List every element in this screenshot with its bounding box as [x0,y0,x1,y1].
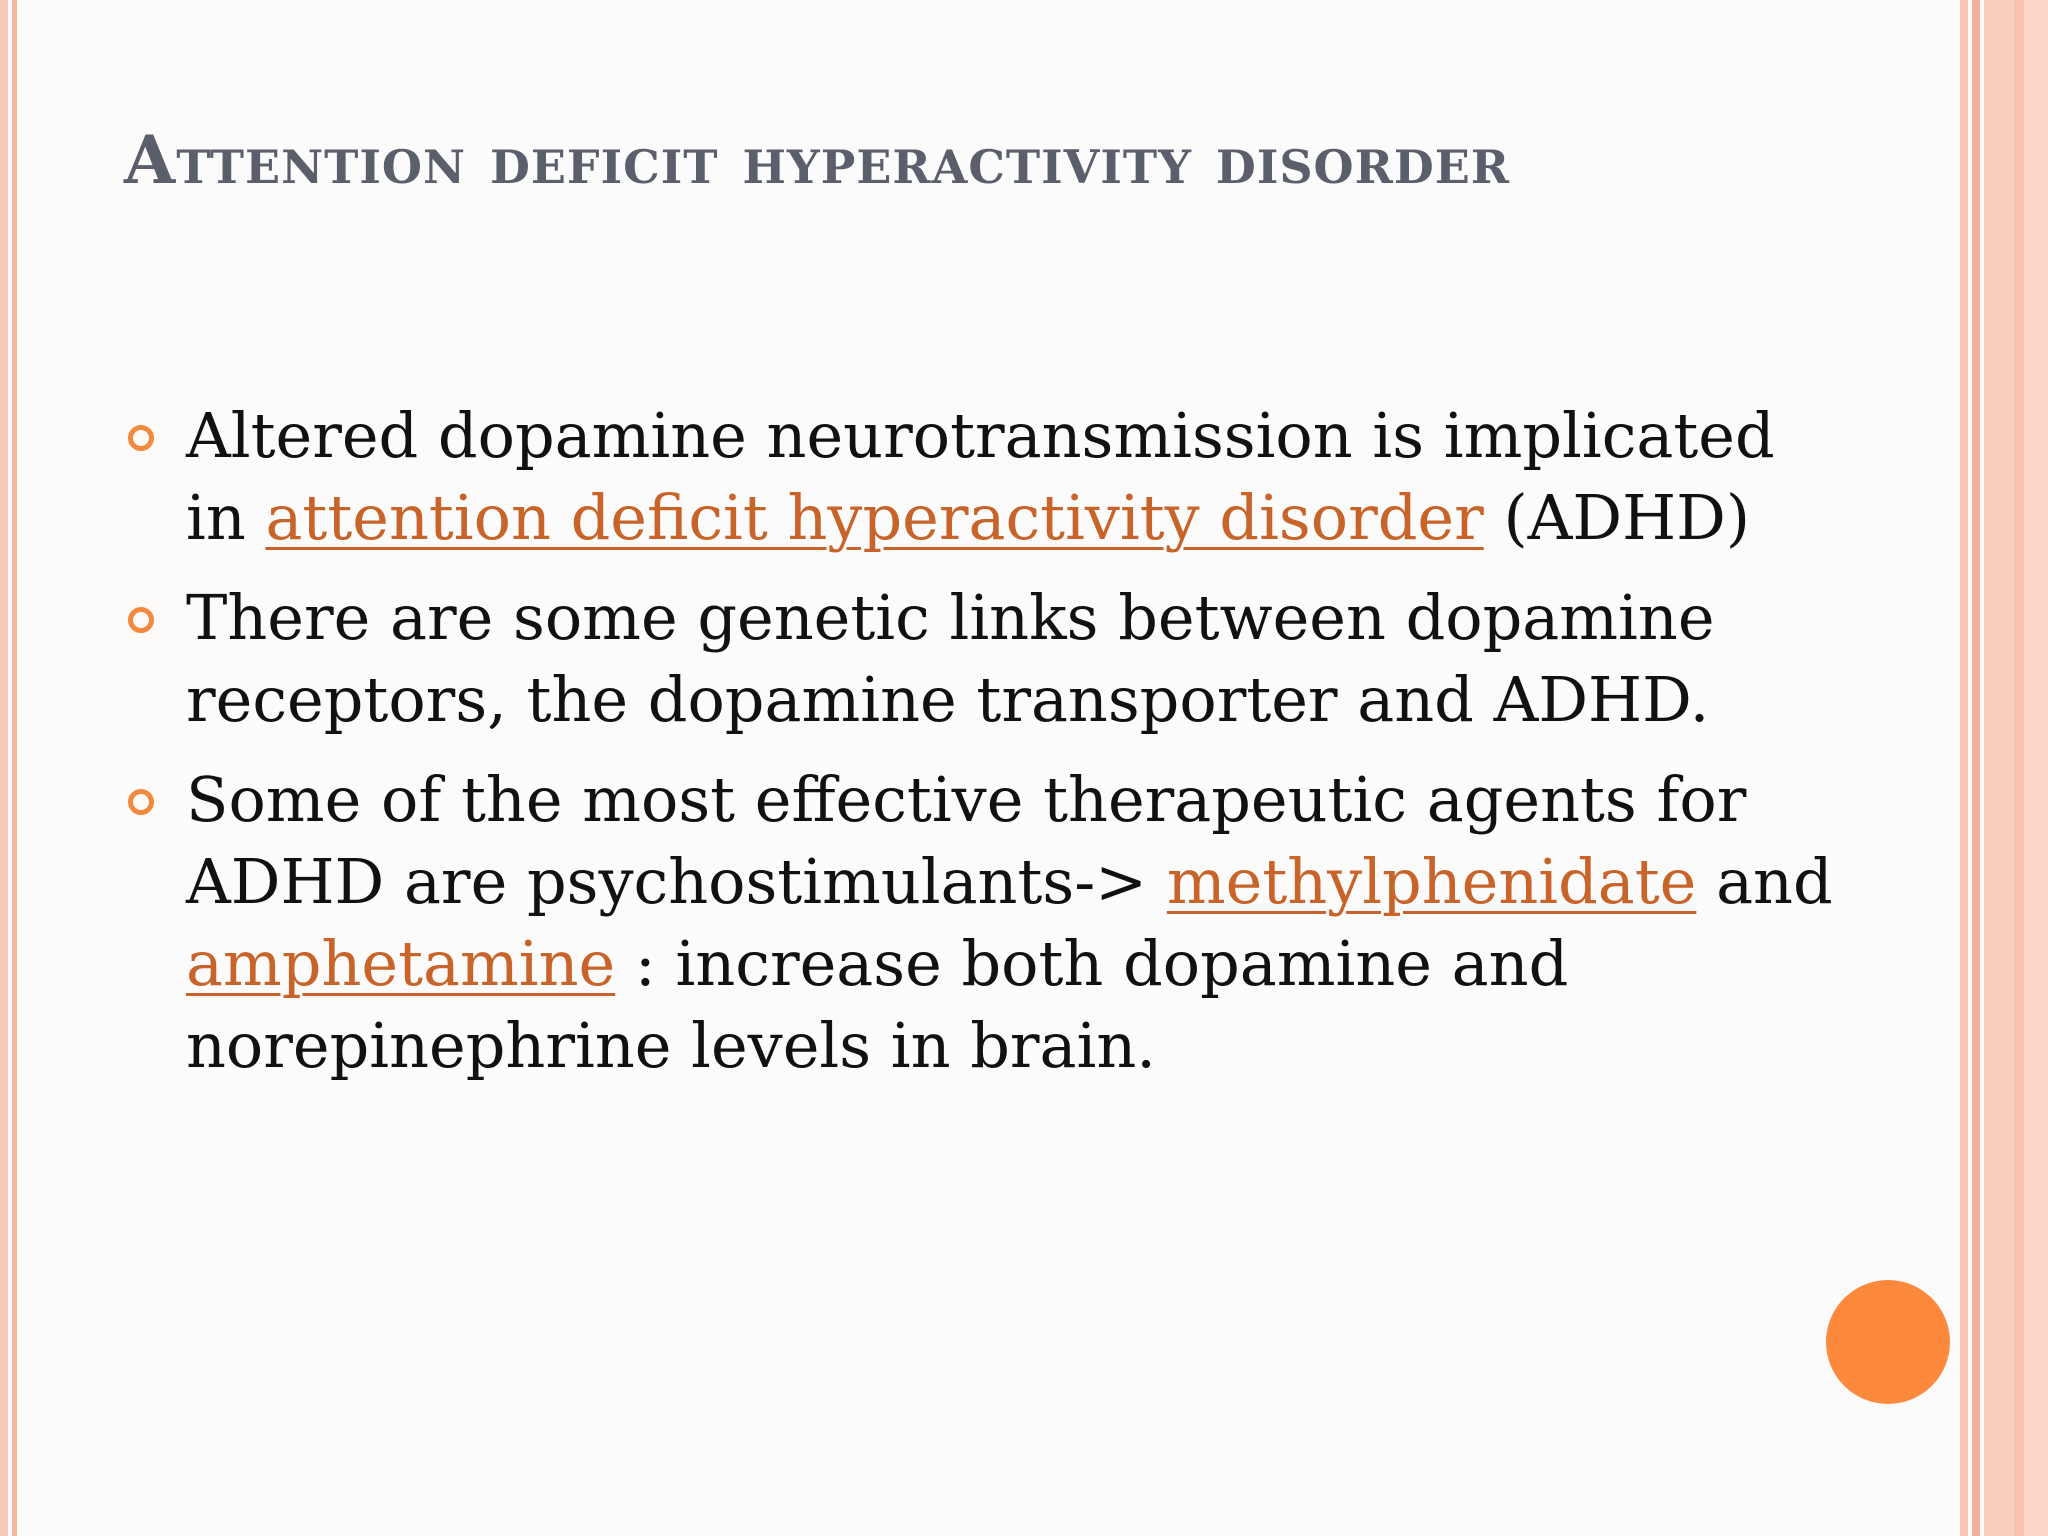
orange-circle-icon [1826,1280,1950,1404]
bullet-text: Altered dopamine neurotransmission is implicated in [186,399,1775,554]
bullet-text: (ADHD) [1483,481,1751,554]
slide-title: Attention deficit hyperactivity disorder [124,121,1511,199]
bullet-list [124,395,1844,1105]
hollow-circle-bullet-icon [128,425,154,451]
right-border-stripe [1960,0,1968,1536]
right-border-stripe [2014,0,2024,1536]
methylphenidate-link[interactable]: methylphenidate [1166,845,1697,918]
right-border-stripe [2024,0,2048,1536]
left-border-stripe [0,0,8,1536]
hollow-circle-bullet-icon [128,789,154,815]
adhd-link[interactable]: attention deficit hyperactivity disorder [265,481,1484,554]
bullet-item [124,577,1844,741]
right-border-stripe [1972,0,1980,1536]
bullet-text: and [1696,845,1833,918]
bullet-text: : increase both dopamine and norepinephrine levels in brain. [186,927,1569,1082]
right-border-stripe [1984,0,2014,1536]
bullet-text: Some of the most effective therapeutic agents for ADHD are psychostimulants-> [186,763,1747,918]
amphetamine-link[interactable]: amphetamine [186,927,616,1000]
bullet-text: There are some genetic links between dopamine receptors, the dopamine transporter and ADHD. [186,581,1715,736]
hollow-circle-bullet-icon [128,607,154,633]
bullet-item [124,759,1844,1087]
bullet-item [124,395,1844,559]
